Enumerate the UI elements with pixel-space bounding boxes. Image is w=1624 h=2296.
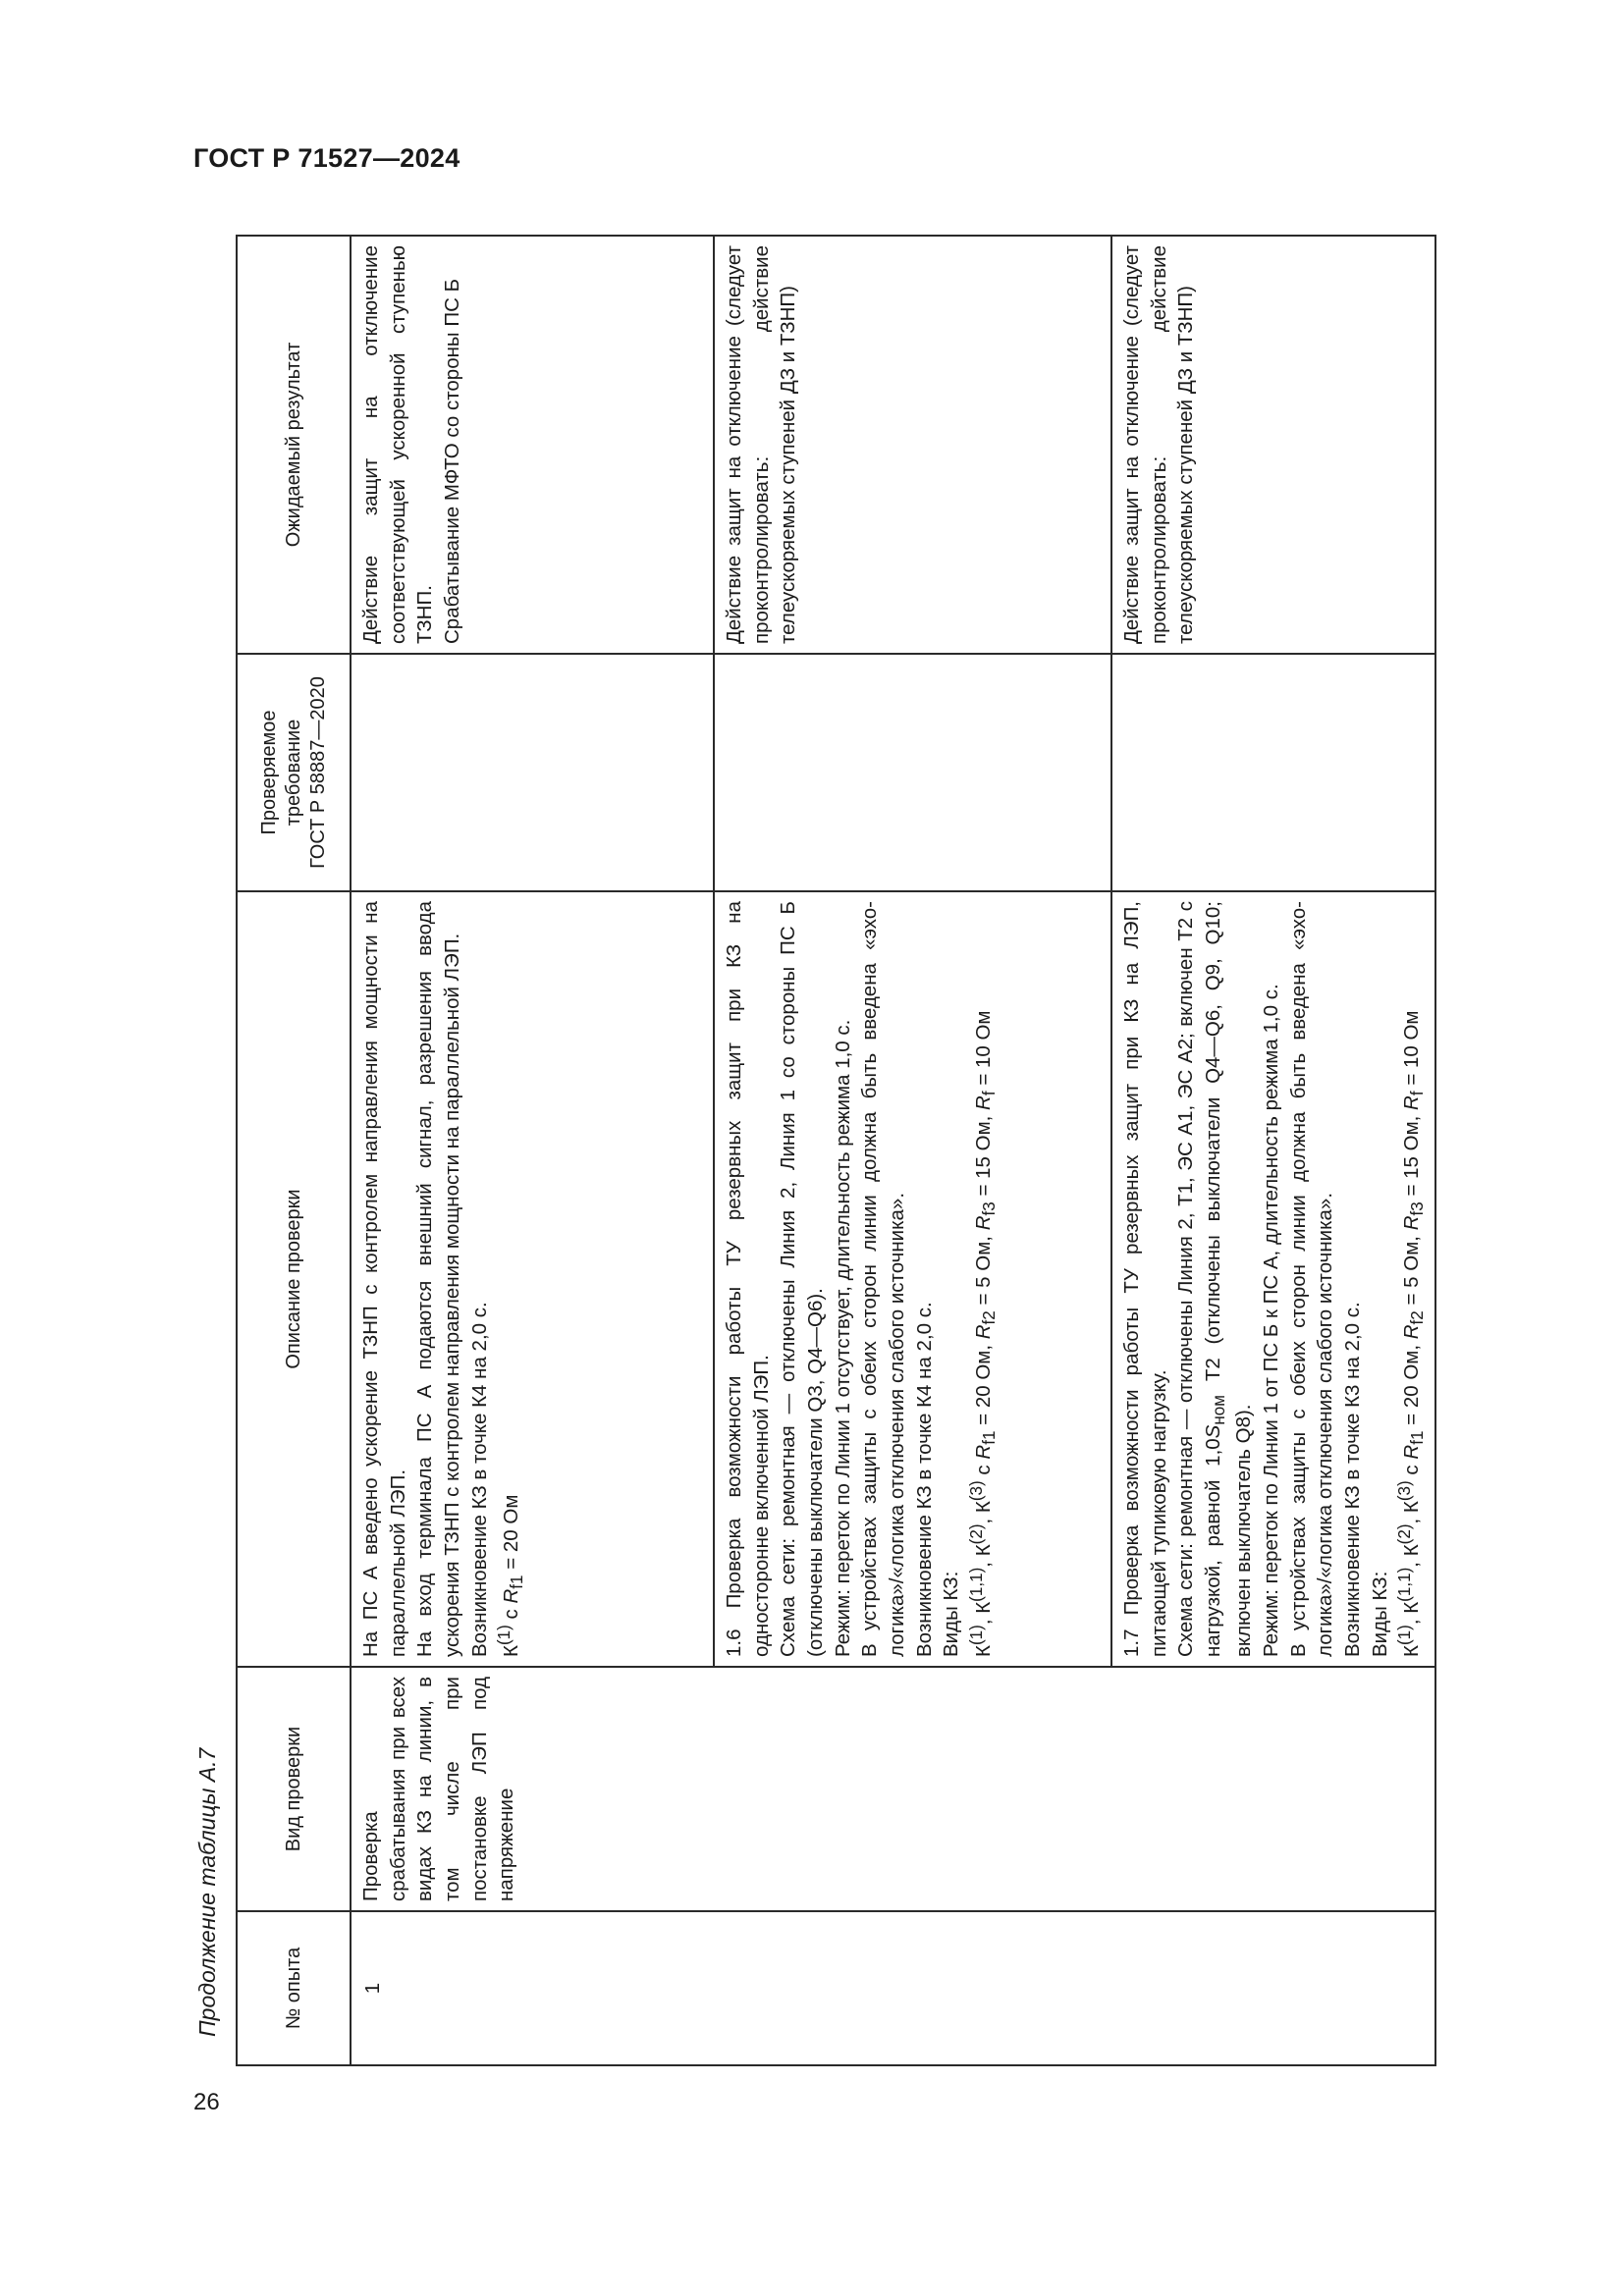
col-header-test-kind: Вид проверки — [237, 1667, 351, 1911]
description-line: 1.6 Проверка возможности работы ТУ резервных защит при КЗ на односторонне включенной ЛЭП. — [723, 901, 773, 1657]
description-line: Возникновение КЗ в точке К3 на 2,0 с. — [1340, 1302, 1364, 1657]
req-line-1: Проверяемое — [257, 710, 280, 835]
description-line: Виды КЗ: — [940, 1571, 963, 1657]
table-caption: Продолжение таблицы А.7 — [194, 1747, 220, 2037]
col-header-description: Описание проверки — [237, 891, 351, 1667]
test-table — [236, 235, 1436, 2066]
kz-types-line: $К^{(1)}$, К$^{(1,1)}$, $К^{(2)}$, $К^{(3)}$ с $R_{f1} = 20$ Ом, $R_{f2} = 5$ Ом, $R_{f3} = 15$ Ом, $R_f = 10$ Ом — [1395, 1010, 1428, 1657]
result-line: Действие защит на отключение (следует проконтролировать: действие телеускоряемых ступеней ДЗ и ТЗНП) — [723, 245, 800, 644]
description-line: Режим: переток по Линии 1 отсутствует, длительность режима 1,0 с. — [831, 1019, 854, 1657]
description-line: На вход терминала ПС А подаются внешний сигнал, разрешения ввода ускорения ТЗНП с контролем направления мощности на параллельной ЛЭП. — [413, 901, 464, 1657]
description-line: В устройствах защиты с обеих сторон линии должна быть введена «эхо-логика»/«логика отключения слабого источника». — [1286, 901, 1337, 1657]
description-cell — [1111, 891, 1435, 1667]
description-line: Виды КЗ: — [1368, 1571, 1391, 1657]
test-number-cell: 1 — [351, 1911, 1435, 2065]
description-line: Возникновение КЗ в точке К4 на 2,0 с. — [912, 1302, 936, 1657]
document-code: ГОСТ Р 71527—2024 — [193, 143, 460, 173]
req-line-3: ГОСТ Р 58887—2020 — [306, 676, 329, 869]
description-line: Режим: переток по Линии 1 от ПС Б к ПС А, длительность режима 1,0 с. — [1259, 984, 1282, 1657]
requirement-cell — [1111, 654, 1435, 891]
page-number: 26 — [193, 2089, 220, 2115]
requirement-cell — [714, 654, 1111, 891]
description-line: 1.7 Проверка возможности работы ТУ резервных защит при КЗ на ЛЭП, питающей тупиковую нагрузку. — [1120, 901, 1170, 1657]
rotated-table-container — [236, 237, 1428, 2066]
test-kind-cell: Проверка срабатывания при всех видах КЗ на линии, в том числе при постановке ЛЭП под напряжение — [351, 1667, 1435, 1911]
kz-types-line: $К^{(1)}$, К$^{(1,1)}$, $К^{(2)}$, $К^{(3)}$ с $R_{f1} = 20$ Ом, $R_{f2} = 5$ Ом, $R_{f3} = 15$ Ом, $R_f = 10$ Ом — [967, 1010, 999, 1657]
description-cell — [351, 891, 714, 1667]
table-header-row — [237, 236, 351, 2065]
result-cell — [714, 236, 1111, 654]
description-line: В устройствах защиты с обеих сторон линии должна быть введена «эхо-логика»/«логика отключения слабого источника». — [858, 901, 909, 1657]
requirement-cell — [351, 654, 714, 891]
result-cell — [351, 236, 714, 654]
result-line: Действие защит на отключение (следует проконтролировать: действие телеускоряемых ступеней ДЗ и ТЗНП) — [1120, 245, 1198, 644]
table-row — [351, 236, 714, 2065]
schema-line: Схема сети: ремонтная — отключены Линия 2, Т1, ЭС А1, ЭС А2; включен Т2 с нагрузкой, равной $1,0S_{ном}$ Т2 (отключены выключатели Q4—Q6, Q9, Q10; включен выключатель Q8). — [1174, 895, 1256, 1657]
description-cell — [714, 891, 1111, 1667]
description-line: Схема сети: ремонтная — отключены Линия 2, Линия 1 со стороны ПС Б (отключены выключатели Q3, Q4—Q6). — [777, 901, 828, 1657]
kz-resistance-line: $К^{(1)}$ с $R_{f1} = 20$ Ом — [495, 1494, 527, 1657]
result-cell — [1111, 236, 1435, 654]
col-header-expected-result: Ожидаемый результат — [237, 236, 351, 654]
col-header-requirement — [237, 654, 351, 891]
result-line: Срабатывание МФТО со стороны ПС Б — [441, 278, 464, 644]
description-line: На ПС А введено ускорение ТЗНП с контролем направления мощности на параллельной ЛЭП. — [359, 901, 409, 1657]
description-line: Возникновение КЗ в точке К4 на 2,0 с. — [467, 1302, 491, 1657]
result-line: Действие защит на отключение соответствующей ускоренной ступенью ТЗНП. — [359, 245, 437, 644]
col-header-test-number: № опыта — [237, 1911, 351, 2065]
req-line-2: требование — [282, 719, 304, 827]
